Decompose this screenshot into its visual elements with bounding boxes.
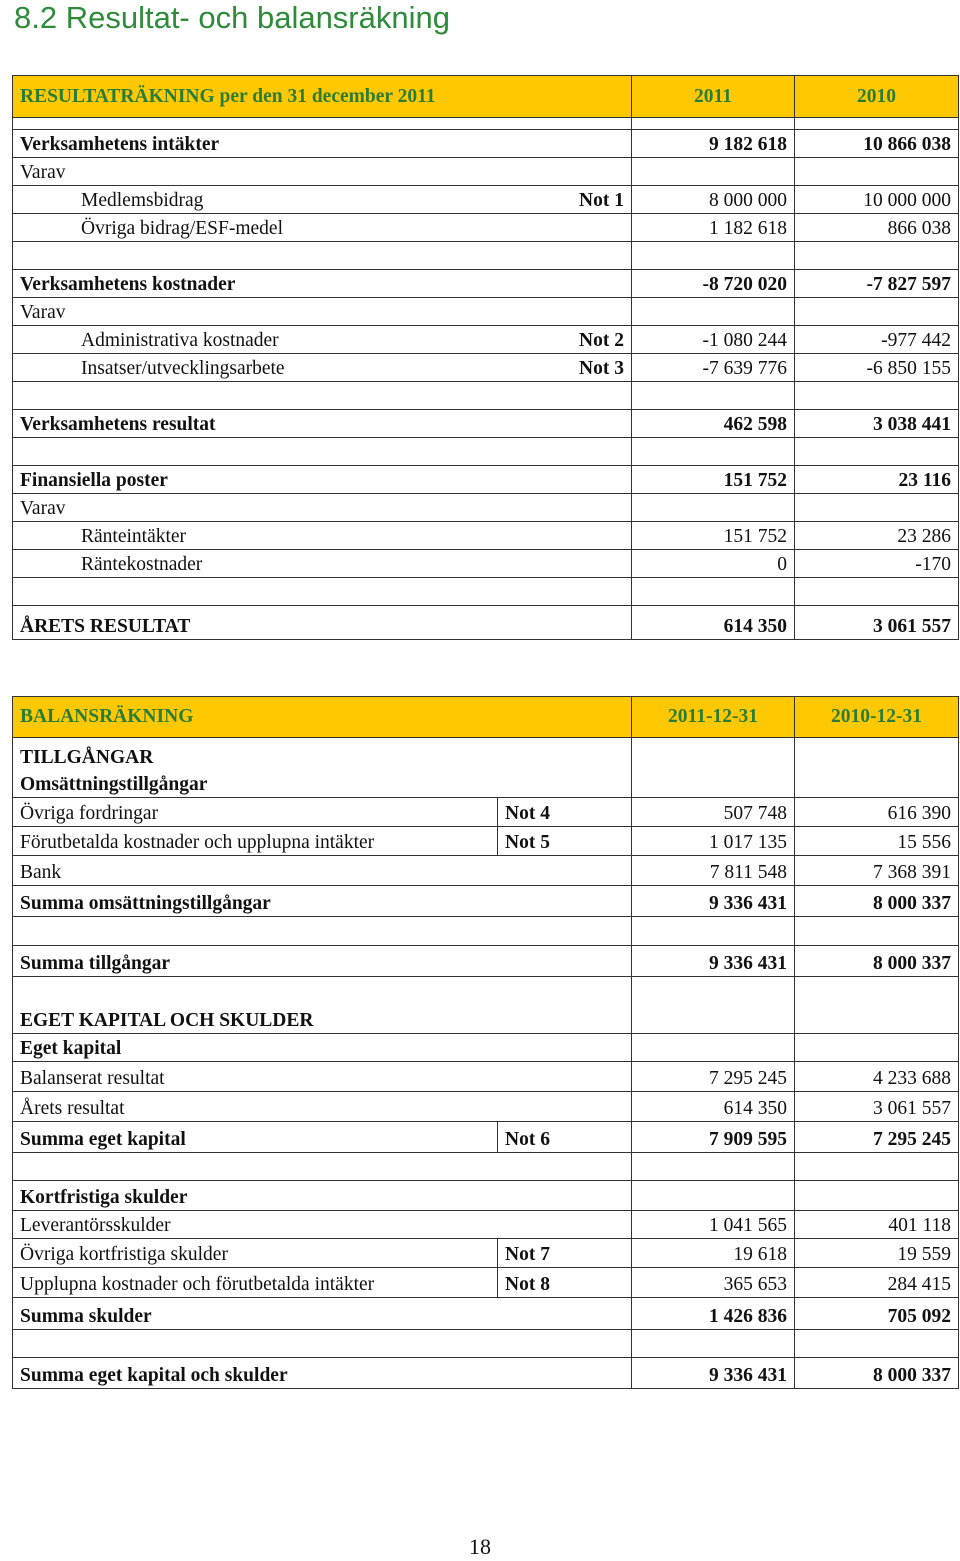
year-2011-header: 2011 [632,76,795,118]
table-row: Varav [13,494,959,522]
table-row: Summa tillgångar 9 336 431 8 000 337 [13,946,959,977]
table-row: Leverantörsskulder 1 041 565 401 118 [13,1211,959,1239]
note-ref: Not 1 [579,190,624,211]
table-row: Verksamhetens intäkter 9 182 618 10 866 038 [13,130,959,158]
table-row: Balanserat resultat 7 295 245 4 233 688 [13,1062,959,1092]
note-ref: Not 5 [498,827,632,856]
table-row: Verksamhetens kostnader -8 720 020 -7 827 597 [13,270,959,298]
note-ref: Not 8 [498,1268,632,1298]
note-ref: Not 6 [498,1122,632,1153]
section-heading: Omsättningstillgångar [13,770,632,798]
balance-sheet-table [12,696,959,1389]
table-row: Upplupna kostnader och förutbetalda intäkter Not 8 365 653 284 415 [13,1268,959,1298]
table-row: Varav [13,298,959,326]
note-ref: Not 3 [579,358,624,379]
table-row: Summa eget kapital Not 6 7 909 595 7 295 245 [13,1122,959,1153]
table-row: Räntekostnader 0 -170 [13,550,959,578]
section-heading: Kortfristiga skulder [13,1181,632,1211]
note-ref: Not 4 [498,798,632,827]
table-row: Summa skulder 1 426 836 705 092 [13,1298,959,1330]
table-row: Summa omsättningstillgångar 9 336 431 8 000 337 [13,886,959,917]
table-row: ÅRETS RESULTAT 614 350 3 061 557 [13,606,959,640]
section-heading: TILLGÅNGAR [13,738,632,770]
table-row: Årets resultat 614 350 3 061 557 [13,1092,959,1122]
section-heading: EGET KAPITAL OCH SKULDER [13,977,632,1034]
page-number: 18 [469,1534,491,1559]
income-statement-table [12,75,959,640]
note-ref: Not 2 [579,330,624,351]
table-row: Insatser/utvecklingsarbete Not 3 -7 639 776 -6 850 155 [13,354,959,382]
date-2010-header: 2010-12-31 [795,697,959,738]
date-2011-header: 2011-12-31 [632,697,795,738]
table-row: Bank 7 811 548 7 368 391 [13,856,959,886]
note-ref: Not 7 [498,1239,632,1268]
balance-sheet-title: BALANSRÄKNING [13,697,632,738]
table-row: Summa eget kapital och skulder 9 336 431 8 000 337 [13,1358,959,1389]
table-row: Förutbetalda kostnader och upplupna intäkter Not 5 1 017 135 15 556 [13,827,959,856]
table-row: Övriga fordringar Not 4 507 748 616 390 [13,798,959,827]
page-title: 8.2 Resultat- och balansräkning [14,0,450,35]
income-statement-header [13,76,959,118]
table-row: Finansiella poster 151 752 23 116 [13,466,959,494]
table-row: Övriga bidrag/ESF-medel 1 182 618 866 038 [13,214,959,242]
table-row: Övriga kortfristiga skulder Not 7 19 618 19 559 [13,1239,959,1268]
income-statement-title: RESULTATRÄKNING per den 31 december 2011 [13,76,632,118]
table-row: Ränteintäkter 151 752 23 286 [13,522,959,550]
balance-sheet-header [13,697,959,738]
table-row: Varav [13,158,959,186]
table-row: Medlemsbidrag Not 1 8 000 000 10 000 000 [13,186,959,214]
section-heading: Eget kapital [13,1034,632,1062]
year-2010-header: 2010 [795,76,959,118]
table-row: Administrativa kostnader Not 2 -1 080 244 -977 442 [13,326,959,354]
table-row: Verksamhetens resultat 462 598 3 038 441 [13,410,959,438]
